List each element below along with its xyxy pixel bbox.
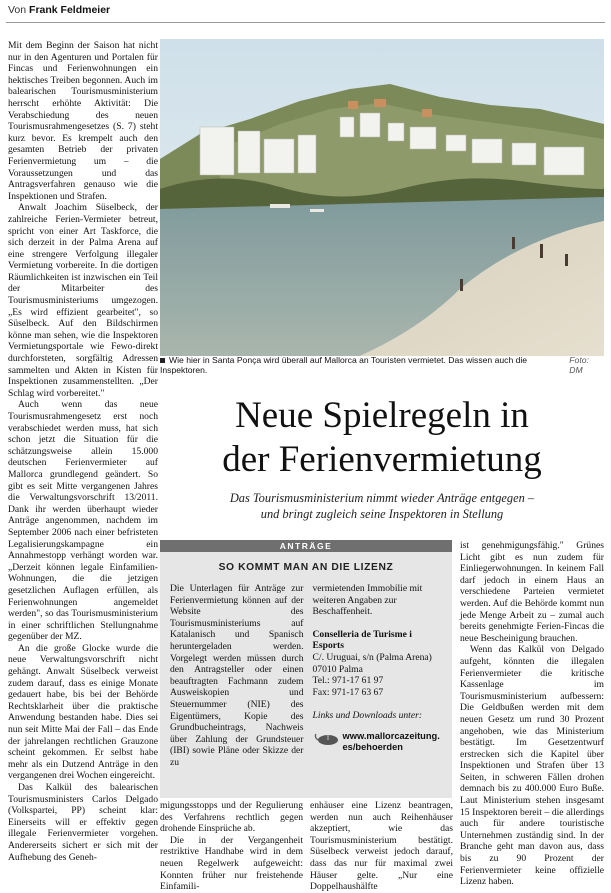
article-photo [160,39,604,356]
right-paragraph: Wenn das Kalkül von Delgado aufgeht, könnten die illegalen Ferienvermieter die kritische Kassenlage im Tourismusministerium aufbessern: Die Geldbußen werden mit dem neuen Gesetz um rund 30 Prozent angehoben, wie das Ministerium bestätigt. Im Gesetzentwurf erstrecken sich die Kapitel über Inspektionen und Strafen über 13 Seiten, in schweren Fällen drohen demnach bis zu 400.000 Euro Buße. Laut Ministerium stehen insgesamt 15 Inspektoren bereit – die allerdings auch für andere touristische Unternehmen zuständig sind. In der Branche geht man davon aus, dass bis zu 90 Prozent der Ferienvermieter keine offizielle Lizenz haben. [460,644,604,888]
subheadline-line-1: Das Tourismusministerium nimmt wieder Anträge entgegen – [229,491,535,505]
left-paragraph: An die große Glocke wurde die neue Verwaltungsvorschrift nicht gehängt. Anwalt Süselbeck verweist zudem darauf, dass es einige Monate gedauert habe, bis bei der Behörde Rechtsklarheit über die praktische Anwendung bestanden habe. Dies sei nun seit Mitte Mai der Fall – das Ende der jahrelangen rechtlichen Grauzone scheint gekommen. Er selbst habe mehr als ein Dutzend Anträge in den vergangenen drei Wochen eingereicht. [8,642,158,782]
address-name: Conselleria de Turisme i Esports [312,628,412,652]
headline [160,394,604,482]
photo-caption [160,355,604,375]
left-paragraph: Auch wenn das neue Tourismusrahmengesetz erst noch verabschiedet werden muss, hat sich schon jetzt die Situation für die schätzungsweise allein 15.000 deutschen Ferienvermieter auf Mallorca grundlegend geändert. So gibt es seit Mitte vergangenen Jahres die Verwaltungsvorschrift 13/2011. Dank ihr werden überhaupt wieder Anträge angenommen, nachdem im September 2006 nach einer befristeten Legalisierungskampagne ein Annahmestopp verhängt worden war. „Derzeit können legale Einfamilien-Wohnungen, die die jetzigen gesetzlichen Auflagen erfüllen, als Ferienwohnungen angemeldet werden", so das Tourismusministerium in einer schriftlichen Stellungnahme gegenüber der MZ. [8,399,158,643]
address-fax: Fax: 971-17 63 67 [312,686,384,698]
infobox [160,540,452,798]
infobox-label: ANTRÄGE [160,540,452,552]
top-rule [6,22,605,23]
middle-column-2 [310,800,453,893]
byline-author: Frank Feldmeier [29,4,111,16]
beach-photo-illustration [160,39,604,356]
mid-paragraph: enhäuser eine Lizenz beantragen, werden nun auch Reihenhäuser akzeptiert, wie das Tourismusministerium bestätigt. Süselbeck verweist jedoch darauf, dass das nur für maximal zwei Häuser gelte. „Nur eine Doppelhaushälfte [310,800,453,893]
photo-credit: Foto: DM [569,355,589,375]
mid-paragraph: migungsstopps und der Regulierung des Verfahrens rechtlich gegen drohende Einsprüche ab. [160,800,303,835]
subheadline-line-2: und bringt zugleich seine Inspektoren in Stellung [260,507,504,521]
address-city: 07010 Palma [312,663,363,675]
address-street: C/. Uruguai, s/n (Palma Arena) [312,651,432,663]
byline-prefix: Von [8,4,27,16]
url-line-1: www.mallorcazeitung. [342,730,440,741]
right-column [460,540,604,888]
infobox-text: Die Unterlagen für Anträge zur Ferienvermietung können auf der Website des Tourismusministeriums auf Katalanisch und Spanisch heruntergeladen werden. Vorgelegt werden müssen durch den Antragsteller oder einen beauftragten Fachmann zudem Ausweiskopien und Steuernummer (NIE) des Eigentümers, Kopie des Grundbucheintrags, Nachweis über Zahlung der Grundsteuer (IBI) sowie Pläne oder Skizze der zu [170,583,304,768]
caption-bullet-icon [160,358,165,363]
left-paragraph: Das Kalkül des balearischen Tourismusministers Carlos Delgado (Volkspartei, PP) scheint klar: Einerseits will er effektiv gegen illegale Ferienvermieter vorgehen. Andererseits sichert er sich mit der Aufhebung des Geneh- [8,782,158,863]
links-label: Links und Downloads unter: [312,710,423,722]
headline-line-2: der Ferienvermietung [222,439,542,480]
infobox-text-cont: vermietenden Immobilie mit weiteren Angaben zur Beschaffenheit. [312,583,423,618]
middle-column-1 [160,800,303,893]
caption-text: Wie hier in Santa Ponça wird überall auf Mallorca an Touristen vermietet. Das wissen auch die Inspektoren. [160,355,528,375]
right-paragraph: ist genehmigungsfähig." Grünes Licht gibt es nun zudem für Einliegerwohnungen. In keinem Fall darf jedoch in einem Haus an verschiedene Parteien vermietet werden. Auf die Behörde kommt nun jede Menge Arbeit zu – zumal auch bereits genehmigte Ferien-Fincas die neue Bescheinigung brauchen. [460,540,604,644]
url-line-2: es/behoerden [342,742,403,753]
mid-paragraph: Die in der Vergangenheit restriktive Handhabe wird in dem neuen Regelwerk aufgeweicht: Konnten früher nur freistehende Einfamili- [160,834,303,893]
left-column [8,40,158,863]
left-paragraph: Anwalt Joachim Süselbeck, der zahlreiche Ferien-Vermieter betreut, spricht von einer Art Taskforce, die sich derzeit in der Palma Arena auf eine strengere Verfolgung illegaler Vermietung vorbereite. In die dortigen Räumlichkeiten ist inzwischen ein Teil der Mitarbeiter des Tourismusministeriums umgezogen. „Es wird effizient gearbeitet", so Süselbeck. Auf den Bildschirmen könne man sehen, wie die Inspektoren Vermietungsportale wie Fewo-direkt durchforsteten, sorgfältig Adressen sammelten und Akten in Kisten für Inspektionen zusammenstellten. „Der Schlag wird vorbereitet." [8,202,158,399]
subheadline [160,490,604,522]
left-paragraph: Mit dem Beginn der Saison hat nicht nur in den Agenturen und Portalen für Fincas und Ferienwohnungen ein hektisches Treiben begonnen. Auch im balearischen Tourismusministerium herrscht erhöhte Aktivität: Die Verabschiedung des neuen Tourismusrahmengesetzes (S. 7) steht kurz bevor. Es krempelt auch den gesamten Betrieb der privaten Ferienvermietung um – die Voraussetzungen und das Antragsverfahren genauso wie die Inspektionen und Strafen. [8,40,158,202]
mouse-icon [313,732,339,746]
headline-line-1: Neue Spielregeln in [235,395,529,436]
url-link[interactable] [313,731,444,754]
infobox-title: SO KOMMT MAN AN DIE LIZENZ [218,562,394,573]
address-phone: Tel.: 971-17 61 97 [312,675,384,687]
byline [8,4,110,16]
